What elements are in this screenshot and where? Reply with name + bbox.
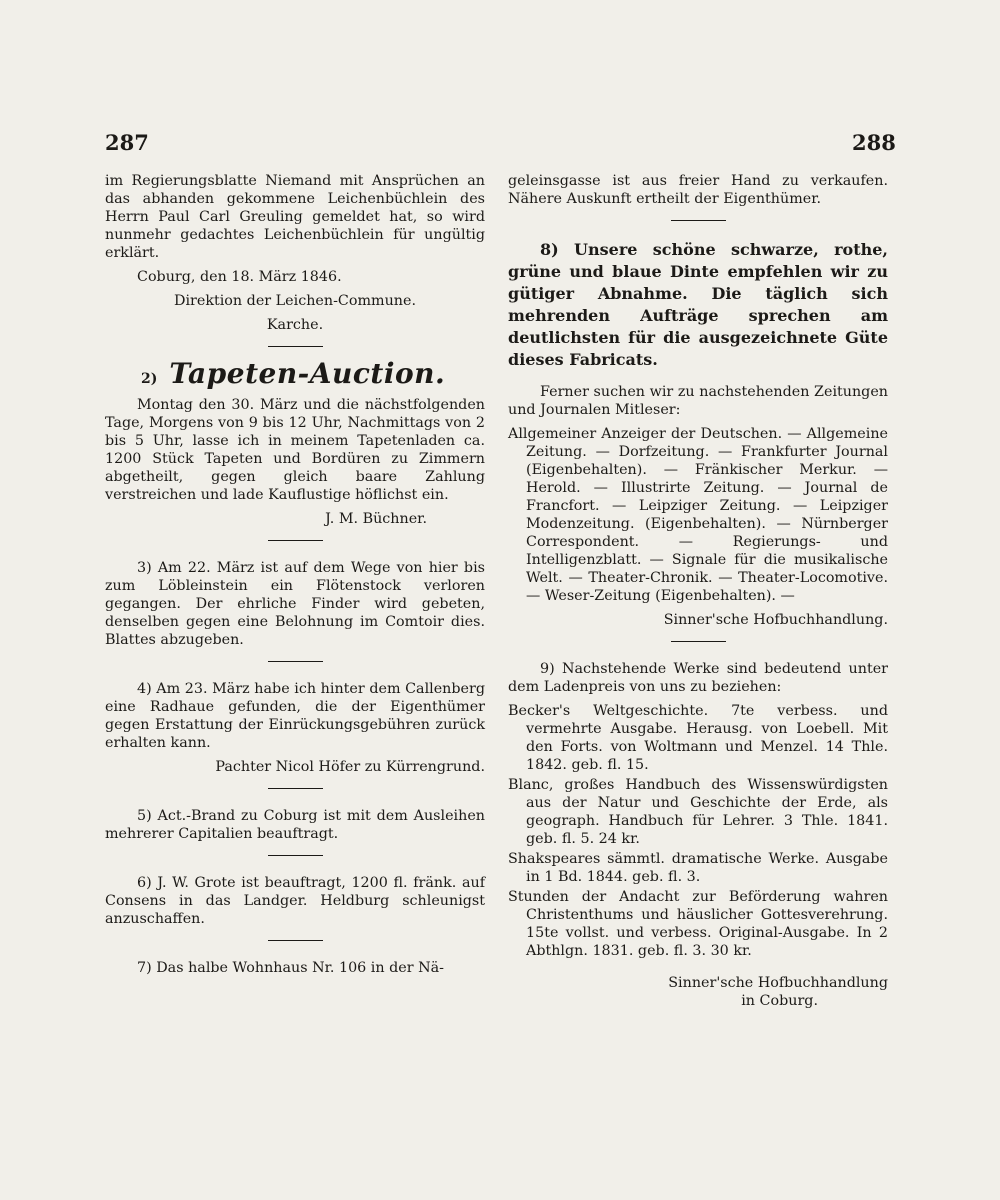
notice9-signature-line2: in Coburg. xyxy=(741,993,818,1009)
newspaper-list xyxy=(508,425,888,605)
divider xyxy=(268,855,323,856)
notice9-text: 9) Nachstehende Werke sind bedeutend unter dem Ladenpreis von uns zu beziehen: xyxy=(508,661,888,695)
book-list xyxy=(508,702,888,960)
notice2-signature: J. M. Büchner. xyxy=(325,511,427,527)
notice5-text: 5) Act.-Brand zu Coburg ist mit dem Ausleihen mehrerer Capitalien beauftragt. xyxy=(105,808,485,842)
notice4-signature: Pachter Nicol Höfer zu Kürrengrund. xyxy=(215,759,485,775)
notice1-authority: Direktion der Leichen-Commune. xyxy=(174,293,416,309)
notice6-text: 6) J. W. Grote ist beauftragt, 1200 fl. fränk. auf Consens in das Landger. Heldburg schleunigst anzuschaffen. xyxy=(105,875,485,927)
divider xyxy=(671,641,726,642)
divider xyxy=(268,346,323,347)
notice7-text: 7) Das halbe Wohnhaus Nr. 106 in der Nä- xyxy=(137,960,444,976)
notice1-date: Coburg, den 18. März 1846. xyxy=(137,269,342,285)
notice2-number: 2) xyxy=(141,371,158,387)
notice8-intro: Ferner suchen wir zu nachstehenden Zeitungen und Journalen Mitleser: xyxy=(508,384,888,418)
divider xyxy=(268,540,323,541)
notice4-text: 4) Am 23. März habe ich hinter dem Callenberg eine Radhaue gefunden, die der Eigenthümer gegen Erstattung der Einrückungsgebühren zurück erhalten kann. xyxy=(105,681,485,751)
page-number-left: 287 xyxy=(105,130,149,155)
page-number-right: 288 xyxy=(852,130,896,155)
book-item: Becker's Weltgeschichte. 7te verbess. und vermehrte Ausgabe. Herausg. von Loebell. Mit den Forts. von Woltmann und Menzel. 14 Thle. 1842. geb. fl. 15. xyxy=(508,703,888,773)
notice1-text: im Regierungsblatte Niemand mit Ansprüchen an das abhanden gekommene Leichenbüchlein des Herrn Paul Carl Greuling gemeldet hat, so wird nunmehr gedachtes Leichenbüchlein für ungültig erklärt. xyxy=(105,173,485,261)
book-item: Stunden der Andacht zur Beförderung wahren Christenthums und häuslicher Gottesverehrung. 15te vollst. und verbess. Original-Ausgabe. In 2 Abthlgn. 1831. geb. fl. 3. 30 kr. xyxy=(508,889,888,959)
right-column xyxy=(508,172,888,1010)
newspaper-list-text: Allgemeiner Anzeiger der Deutschen. — Allgemeine Zeitung. — Dorfzeitung. — Frankfurter Journal (Eigenbehalten). — Fränkischer Merkur. — Herold. — Illustrirte Zeitung. — Journal de Francfort. — Leipziger Zeitung. — Leipziger Modenzeitung. (Eigenbehalten). — Nürnberger Correspondent. — Regierungs- und Intelligenzblatt. — Signale für die musikalische Welt. — Theater-Chronik. — Theater-Locomotive. — Weser-Zeitung (Eigenbehalten). — xyxy=(508,426,888,604)
divider xyxy=(268,661,323,662)
divider xyxy=(671,220,726,221)
notice2-text: Montag den 30. März und die nächstfolgenden Tage, Morgens von 9 bis 12 Uhr, Nachmittags von 2 bis 5 Uhr, lasse ich in meinem Tapetenladen ca. 1200 Stück Tapeten und Bordüren zu Zimmern abgetheilt, gegen gleich baare Zahlung verstreichen und lade Kauflustige höflichst ein. xyxy=(105,397,485,503)
divider xyxy=(268,788,323,789)
notice7-continuation: geleinsgasse ist aus freier Hand zu verkaufen. Nähere Auskunft ertheilt der Eigenthümer. xyxy=(508,173,888,207)
notice3-text: 3) Am 22. März ist auf dem Wege von hier bis zum Löbleinstein ein Flötenstock verloren gegangen. Der ehrliche Finder wird gebeten, denselben gegen eine Belohnung im Comtoir dies. Blattes abzugeben. xyxy=(105,560,485,648)
left-column xyxy=(105,172,485,977)
book-item: Shakspeares sämmtl. dramatische Werke. Ausgabe in 1 Bd. 1844. geb. fl. 3. xyxy=(508,851,888,885)
notice9-signature-line1: Sinner'sche Hofbuchhandlung xyxy=(668,975,888,991)
notice8-signature: Sinner'sche Hofbuchhandlung. xyxy=(663,612,888,628)
notice8-text: 8) Unsere schöne schwarze, rothe, grüne und blaue Dinte empfehlen wir zu gütiger Abnahme. Die täglich sich mehrenden Aufträge sprechen am deutlichsten für die ausgezeichnete Güte dieses Fabricats. xyxy=(508,240,888,369)
notice2-title: Tapeten-Auction. xyxy=(169,357,446,390)
notice1-signature: Karche. xyxy=(266,317,324,333)
book-item: Blanc, großes Handbuch des Wissenswürdigsten aus der Natur und Geschichte der Erde, als geograph. Handbuch für Lehrer. 3 Thle. 1841. geb. fl. 5. 24 kr. xyxy=(508,777,888,847)
notice2-heading xyxy=(105,357,485,390)
divider xyxy=(268,940,323,941)
